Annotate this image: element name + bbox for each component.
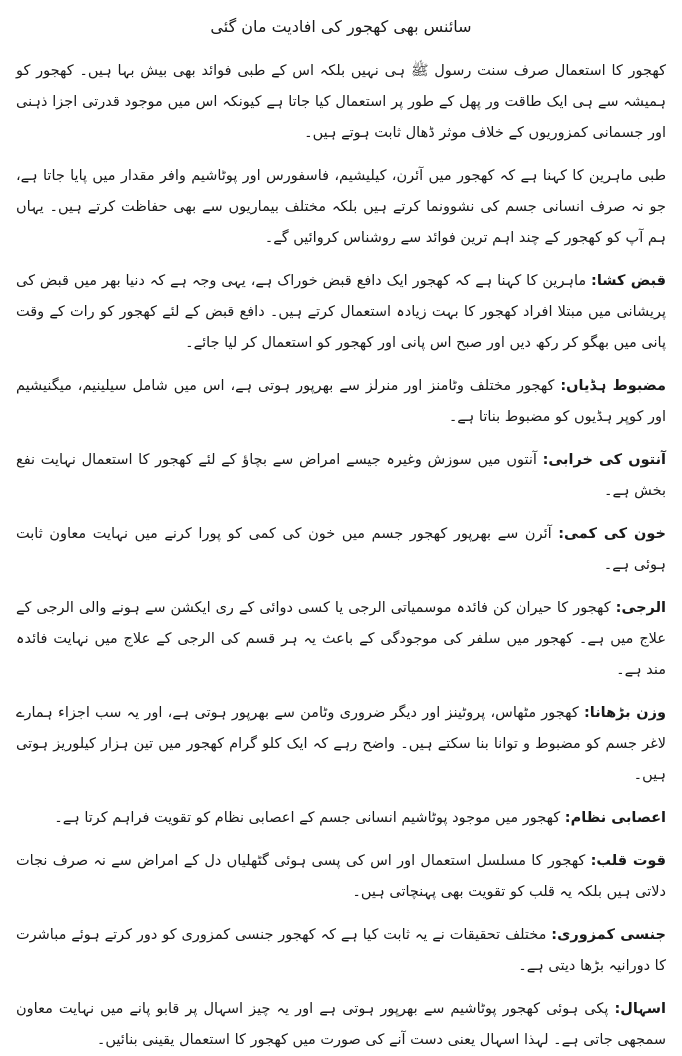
intro-paragraph [16, 161, 666, 254]
paragraph-text: کھجور کا حیران کن فائدہ موسمیاتی الرجی یا کسی دوائی کے ری ایکشن سے ہونے والی الرجی کے علاج میں ہے۔ کھجور میں سلفر کی موجودگی کے باعث یہ ہر قسم کی الرجی کے علاج میں نہایت فائدہ مند ہے۔ [16, 600, 666, 678]
benefit-paragraph [16, 445, 666, 507]
benefit-paragraph [16, 593, 666, 686]
benefit-paragraph [16, 371, 666, 433]
paragraph-text: آنتوں میں سوزش وغیرہ جیسے امراض سے بچاؤ کے لئے کھجور کا استعمال نہایت نفع بخش ہے۔ [16, 452, 666, 499]
benefit-heading: قوت قلب: [590, 853, 666, 869]
article-title: سائنس بھی کھجور کی افادیت مان گئی [210, 17, 472, 36]
benefit-paragraph [16, 698, 666, 791]
benefit-heading: آنتوں کی خرابی: [542, 452, 666, 468]
benefit-paragraph [16, 519, 666, 581]
benefit-paragraph [16, 994, 666, 1056]
paragraph-text: آئرن سے بھرپور کھجور جسم میں خون کی کمی کو پورا کرنے میں نہایت معاون ثابت ہوئی ہے۔ [16, 526, 666, 573]
paragraph-text: کھجور کا استعمال صرف سنت رسول ﷺ ہی نہیں بلکہ اس کے طبی فوائد بھی بیش بہا ہیں۔ کھجور کو ہمیشہ سے ہی ایک طاقت ور پھل کے طور پر استعمال کیا جاتا ہے کیونکہ اس میں موجود قدرتی اجزا ذہنی اور جسمانی کمزوریوں کے خلاف موثر ڈھال ثابت ہوتے ہیں۔ [16, 63, 666, 141]
benefit-heading: قبض کشا: [591, 273, 666, 289]
paragraph-text: ماہرین کا کہنا ہے کہ کھجور ایک دافع قبض خوراک ہے، یہی وجہ ہے کہ دنیا بھر میں قبض کی پریشانی میں مبتلا افراد کھجور کا بہت زیادہ استعمال کرتے ہیں۔ دافع قبض کے لئے کھجور کو رات کے وقت پانی میں بھگو کر رکھ دیں اور صبح اس پانی اور کھجور کو استعمال کر لیا جائے۔ [16, 273, 666, 351]
paragraph-text: کھجور میں موجود پوٹاشیم انسانی جسم کے اعصابی نظام کو تقویت فراہم کرتا ہے۔ [54, 810, 565, 826]
paragraph-text: کھجور مٹھاس، پروٹینز اور دیگر ضروری وٹامن سے بھرپور ہوتی ہے، اور یہ سب اجزاء ہمارے لاغر جسم کو مضبوط و توانا بنا سکتے ہیں۔ واضح رہے کہ ایک کلو گرام کھجور میں تین ہزار کیلوریز ہوتی ہیں۔ [16, 705, 666, 783]
benefit-heading: خون کی کمی: [558, 526, 666, 542]
paragraph-text: کھجور مختلف وٹامنز اور منرلز سے بھرپور ہوتی ہے، اس میں شامل سیلینیم، میگنیشیم اور کوپر ہڈیوں کو مضبوط بناتا ہے۔ [16, 378, 666, 425]
paragraph-text: طبی ماہرین کا کہنا ہے کہ کھجور میں آئرن، کیلیشیم، فاسفورس اور پوٹاشیم وافر مقدار میں پایا جاتا ہے، جو نہ صرف انسانی جسم کی نشوونما کرتے ہیں بلکہ مختلف بیماریوں سے بھی حفاظت کرتے ہیں۔ یہاں ہم آپ کو کھجور کے چند اہم ترین فوائد سے روشناس کروائیں گے۔ [16, 168, 666, 246]
paragraph-text: مختلف تحقیقات نے یہ ثابت کیا ہے کہ کھجور جنسی کمزوری کو دور کرتے ہوئے مباشرت کا دورانیہ بڑھا دیتی ہے۔ [16, 927, 666, 974]
benefit-paragraph [16, 920, 666, 982]
benefit-paragraph [16, 803, 666, 834]
benefit-heading: الرجی: [615, 600, 666, 616]
benefit-paragraph [16, 266, 666, 359]
benefit-heading: وزن بڑھانا: [583, 705, 667, 721]
paragraph-text: کھجور کا مسلسل استعمال اور اس کی پسی ہوئی گٹھلیاں دل کے امراض سے نہ صرف نجات دلاتی ہیں بلکہ یہ قلب کو تقویت بھی پہنچاتی ہیں۔ [16, 853, 666, 900]
benefit-paragraph [16, 846, 666, 908]
benefit-heading: اعصابی نظام: [564, 810, 666, 826]
intro-paragraph [16, 56, 666, 149]
benefit-heading: اسہال: [614, 1001, 666, 1017]
benefit-heading: جنسی کمزوری: [551, 927, 666, 943]
benefit-heading: مضبوط ہڈیاں: [560, 378, 667, 394]
paragraph-text: پکی ہوئی کھجور پوٹاشیم سے بھرپور ہوتی ہے اور یہ چیز اسہال پر قابو پانے میں نہایت معاون سمجھی جاتی ہے۔ لہذا اسہال یعنی دست آنے کی صورت میں کھجور کا استعمال یقینی بنائیں۔ [16, 1001, 666, 1048]
